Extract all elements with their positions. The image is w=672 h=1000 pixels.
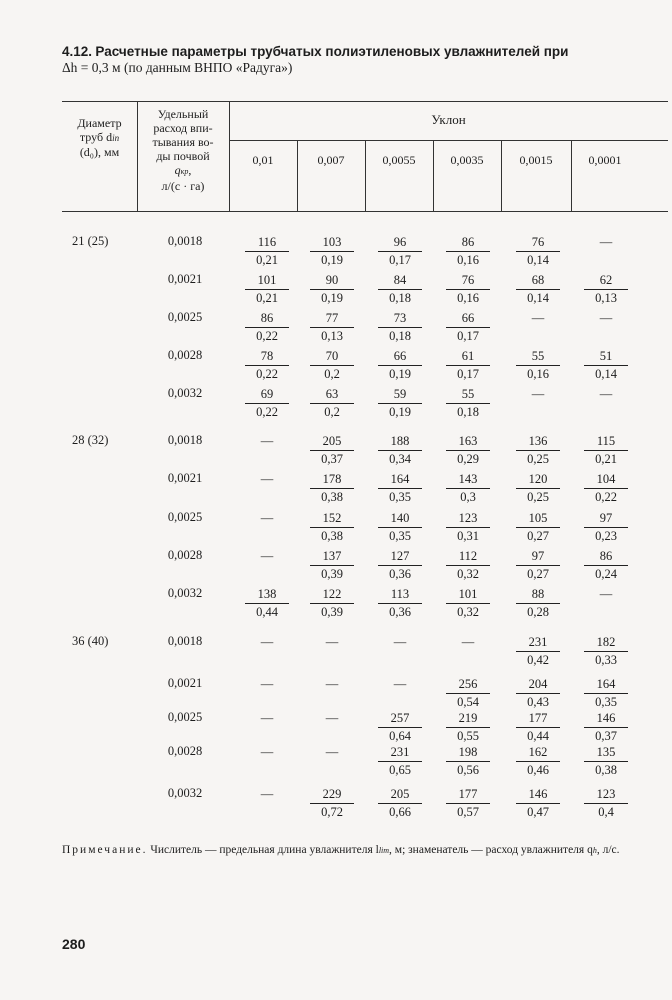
flow-denominator: 0,14 [584,365,628,382]
flow-denominator: 0,17 [378,251,422,268]
fraction-cell [310,386,354,420]
length-numerator: 112 [458,549,478,563]
fraction-cell [446,433,490,467]
flow-denominator: 0,22 [245,327,289,344]
flow-denominator: 0,14 [516,289,560,306]
flow-denominator: 0,2 [310,403,354,420]
column-divider [571,140,572,211]
fraction-cell [584,634,628,668]
fraction-cell [584,676,628,710]
length-numerator: 205 [390,787,410,801]
table-title [62,44,662,76]
length-numerator: 115 [596,434,616,448]
fraction-cell [516,548,560,582]
fraction-cell [310,510,354,544]
length-numerator: 97 [599,511,613,525]
length-numerator: 104 [596,472,616,486]
length-numerator: 86 [461,235,475,249]
fraction-cell [245,586,289,620]
length-numerator: 146 [528,787,548,801]
fraction-cell [446,234,490,268]
length-numerator: 90 [325,273,339,287]
rate-value: 0,0021 [167,676,203,690]
length-numerator: 140 [390,511,410,525]
length-numerator: 63 [325,387,339,401]
length-numerator: 182 [596,635,616,649]
empty-cell: — [260,677,274,691]
fraction-cell [584,548,628,582]
fraction-cell [378,234,422,268]
header-bottom-rule [62,211,668,212]
fraction-cell [378,471,422,505]
fraction-cell [446,386,490,420]
length-numerator: 116 [257,235,277,249]
length-numerator: 69 [260,387,274,401]
flow-denominator: 0,18 [378,327,422,344]
note-text-2: , м; знаменатель — расход увлажнителя q [389,844,593,856]
length-numerator: 96 [393,235,407,249]
length-numerator: 135 [596,745,616,759]
fraction-cell [584,471,628,505]
length-numerator: 66 [461,311,475,325]
length-numerator: 127 [390,549,410,563]
flow-denominator: 0,37 [310,450,354,467]
flow-denominator: 0,13 [584,289,628,306]
length-numerator: 97 [531,549,545,563]
length-numerator: 178 [322,472,342,486]
fraction-cell [310,548,354,582]
rate-value: 0,0018 [167,634,203,648]
empty-cell: — [260,711,274,725]
rate-value: 0,0018 [167,234,203,248]
length-numerator: 177 [458,787,478,801]
fraction-cell [516,234,560,268]
flow-denominator: 0,16 [516,365,560,382]
note-text-3: , л/с. [596,844,620,856]
flow-denominator: 0,21 [584,450,628,467]
slope-col-3: 0,0055 [382,153,416,167]
flow-denominator: 0,35 [378,527,422,544]
length-numerator: 229 [322,787,342,801]
flow-denominator: 0,19 [310,289,354,306]
flow-denominator: 0,34 [378,450,422,467]
length-numerator: 88 [531,587,545,601]
flow-denominator: 0,27 [516,565,560,582]
empty-cell: — [599,235,613,249]
note-label: Примечание. [62,844,148,856]
flow-denominator: 0,55 [446,727,490,744]
flow-denominator: 0,46 [516,761,560,778]
fraction-cell [245,272,289,306]
fraction-cell [446,676,490,710]
rate-value: 0,0028 [167,548,203,562]
fraction-cell [378,510,422,544]
flow-denominator: 0,32 [446,565,490,582]
flow-denominator: 0,38 [310,488,354,505]
length-numerator: 143 [458,472,478,486]
length-numerator: 122 [322,587,342,601]
length-numerator: 76 [531,235,545,249]
fraction-cell [378,744,422,778]
fraction-cell [378,586,422,620]
empty-cell: — [260,635,274,649]
rate-value: 0,0021 [167,272,203,286]
fraction-cell [378,272,422,306]
fraction-cell [584,272,628,306]
flow-denominator: 0,35 [378,488,422,505]
flow-denominator: 0,39 [310,565,354,582]
title-condition: Δh = 0,3 м [62,60,121,75]
length-numerator: 188 [390,434,410,448]
flow-denominator: 0,44 [516,727,560,744]
flow-denominator: 0,36 [378,565,422,582]
length-numerator: 205 [322,434,342,448]
length-numerator: 59 [393,387,407,401]
flow-denominator: 0,2 [310,365,354,382]
flow-denominator: 0,47 [516,803,560,820]
empty-cell: — [599,387,613,401]
flow-denominator: 0,28 [516,603,560,620]
slope-col-4: 0,0035 [450,153,484,167]
flow-denominator: 0,14 [516,251,560,268]
length-numerator: 164 [390,472,410,486]
rate-value: 0,0028 [167,348,203,362]
fraction-cell [310,310,354,344]
length-numerator: 257 [390,711,410,725]
empty-cell: — [599,587,613,601]
length-numerator: 77 [325,311,339,325]
flow-denominator: 0,33 [584,651,628,668]
fraction-cell [584,786,628,820]
fraction-cell [378,348,422,382]
fraction-cell [516,744,560,778]
flow-denominator: 0,38 [310,527,354,544]
empty-cell: — [260,511,274,525]
flow-denominator: 0,16 [446,251,490,268]
length-numerator: 152 [322,511,342,525]
empty-cell: — [325,677,339,691]
fraction-cell [310,586,354,620]
flow-denominator: 0,17 [446,365,490,382]
length-numerator: 120 [528,472,548,486]
length-numerator: 123 [458,511,478,525]
fraction-cell [378,786,422,820]
column-divider [501,140,502,211]
length-numerator: 123 [596,787,616,801]
length-numerator: 103 [322,235,342,249]
slope-col-2: 0,007 [317,153,345,167]
length-numerator: 231 [528,635,548,649]
flow-denominator: 0,32 [446,603,490,620]
length-numerator: 138 [257,587,277,601]
table-title-text: Расчетные параметры трубчатых полиэтиленовых увлажнителей при [95,44,569,59]
fraction-cell [584,710,628,744]
length-numerator: 73 [393,311,407,325]
length-numerator: 163 [458,434,478,448]
rate-value: 0,0028 [167,744,203,758]
length-numerator: 78 [260,349,274,363]
fraction-cell [516,272,560,306]
rate-value: 0,0018 [167,433,203,447]
fraction-cell [446,471,490,505]
fraction-cell [378,548,422,582]
flow-denominator: 0,31 [446,527,490,544]
length-numerator: 101 [458,587,478,601]
rate-value: 0,0021 [167,471,203,485]
length-numerator: 204 [528,677,548,691]
empty-cell: — [393,635,407,649]
flow-denominator: 0,22 [245,403,289,420]
header-diameter: Диаметр труб din (d₀), мм [77,116,122,159]
flow-denominator: 0,16 [446,289,490,306]
length-numerator: 86 [260,311,274,325]
flow-denominator: 0,27 [516,527,560,544]
flow-denominator: 0,72 [310,803,354,820]
flow-denominator: 0,29 [446,450,490,467]
slope-col-5: 0,0015 [519,153,553,167]
fraction-cell [446,710,490,744]
header-rate: Удельный расход впи- тывания во- ды почвой qкр, л/(с · га) [152,107,214,193]
empty-cell: — [599,311,613,325]
length-numerator: 61 [461,349,475,363]
length-numerator: 62 [599,273,613,287]
flow-denominator: 0,19 [378,403,422,420]
flow-denominator: 0,43 [516,693,560,710]
fraction-cell [310,234,354,268]
slope-col-1: 0,01 [252,153,274,167]
length-numerator: 162 [528,745,548,759]
rate-value: 0,0032 [167,386,203,400]
fraction-cell [516,786,560,820]
fraction-cell [584,744,628,778]
flow-denominator: 0,18 [378,289,422,306]
length-numerator: 164 [596,677,616,691]
fraction-cell [446,586,490,620]
fraction-cell [378,310,422,344]
length-numerator: 256 [458,677,478,691]
length-numerator: 137 [322,549,342,563]
length-numerator: 219 [458,711,478,725]
rate-value: 0,0025 [167,710,203,724]
flow-denominator: 0,36 [378,603,422,620]
empty-cell: — [325,635,339,649]
length-numerator: 198 [458,745,478,759]
footnote: Примечание. Числитель — предельная длина увлажнителя llim, м; знаменатель — расход увлажнителя qh, л/с. [62,844,620,856]
flow-denominator: 0,24 [584,565,628,582]
length-numerator: 105 [528,511,548,525]
header-top-rule [62,101,668,102]
length-numerator: 84 [393,273,407,287]
fraction-cell [310,471,354,505]
fraction-cell [584,510,628,544]
flow-denominator: 0,56 [446,761,490,778]
fraction-cell [310,433,354,467]
flow-denominator: 0,22 [584,488,628,505]
fraction-cell [245,310,289,344]
empty-cell: — [325,745,339,759]
flow-denominator: 0,54 [446,693,490,710]
rate-value: 0,0032 [167,586,203,600]
empty-cell: — [260,434,274,448]
title-source: (по данным ВНПО «Радуга») [123,60,293,75]
flow-denominator: 0,66 [378,803,422,820]
flow-denominator: 0,25 [516,450,560,467]
flow-denominator: 0,42 [516,651,560,668]
flow-denominator: 0,3 [446,488,490,505]
empty-cell: — [260,472,274,486]
length-numerator: 70 [325,349,339,363]
flow-denominator: 0,44 [245,603,289,620]
length-numerator: 136 [528,434,548,448]
flow-denominator: 0,38 [584,761,628,778]
page-number: 280 [62,936,86,952]
fraction-cell [310,348,354,382]
column-divider [433,140,434,211]
flow-denominator: 0,37 [584,727,628,744]
empty-cell: — [325,711,339,725]
length-numerator: 55 [531,349,545,363]
length-numerator: 86 [599,549,613,563]
empty-cell: — [393,677,407,691]
flow-denominator: 0,17 [446,327,490,344]
fraction-cell [245,386,289,420]
note-text: Числитель — предельная длина увлажнителя l [150,844,379,856]
fraction-cell [516,586,560,620]
empty-cell: — [260,549,274,563]
table-number: 4.12. [62,44,93,59]
fraction-cell [446,310,490,344]
empty-cell: — [531,311,545,325]
rate-value: 0,0025 [167,510,203,524]
fraction-cell [378,433,422,467]
flow-denominator: 0,19 [310,251,354,268]
length-numerator: 55 [461,387,475,401]
flow-denominator: 0,57 [446,803,490,820]
fraction-cell [516,710,560,744]
diameter-label: 36 (40) [72,634,109,648]
flow-denominator: 0,19 [378,365,422,382]
length-numerator: 68 [531,273,545,287]
length-numerator: 177 [528,711,548,725]
length-numerator: 66 [393,349,407,363]
flow-denominator: 0,21 [245,251,289,268]
fraction-cell [245,348,289,382]
fraction-cell [446,272,490,306]
fraction-cell [310,272,354,306]
length-numerator: 146 [596,711,616,725]
fraction-cell [245,234,289,268]
flow-denominator: 0,39 [310,603,354,620]
fraction-cell [446,510,490,544]
length-numerator: 113 [390,587,410,601]
flow-denominator: 0,65 [378,761,422,778]
rate-value: 0,0032 [167,786,203,800]
rate-value: 0,0025 [167,310,203,324]
fraction-cell [516,433,560,467]
empty-cell: — [260,787,274,801]
flow-denominator: 0,35 [584,693,628,710]
empty-cell: — [461,635,475,649]
diameter-label: 21 (25) [72,234,109,248]
flow-denominator: 0,18 [446,403,490,420]
fraction-cell [516,471,560,505]
length-numerator: 101 [257,273,277,287]
fraction-cell [446,548,490,582]
length-numerator: 231 [390,745,410,759]
flow-denominator: 0,25 [516,488,560,505]
fraction-cell [310,786,354,820]
fraction-cell [378,386,422,420]
fraction-cell [516,510,560,544]
length-numerator: 51 [599,349,613,363]
flow-denominator: 0,4 [584,803,628,820]
column-divider [297,140,298,211]
flow-denominator: 0,64 [378,727,422,744]
fraction-cell [446,348,490,382]
slope-col-6: 0,0001 [588,153,622,167]
fraction-cell [378,710,422,744]
flow-denominator: 0,21 [245,289,289,306]
empty-cell: — [260,745,274,759]
fraction-cell [446,744,490,778]
column-divider [365,140,366,211]
fraction-cell [584,348,628,382]
diameter-label: 28 (32) [72,433,109,447]
empty-cell: — [531,387,545,401]
fraction-cell [446,786,490,820]
fraction-cell [516,348,560,382]
flow-denominator: 0,23 [584,527,628,544]
fraction-cell [516,676,560,710]
header-slope: Уклон [431,112,466,127]
flow-denominator: 0,13 [310,327,354,344]
length-numerator: 76 [461,273,475,287]
fraction-cell [584,433,628,467]
fraction-cell [516,634,560,668]
flow-denominator: 0,22 [245,365,289,382]
slope-rule [229,140,668,141]
